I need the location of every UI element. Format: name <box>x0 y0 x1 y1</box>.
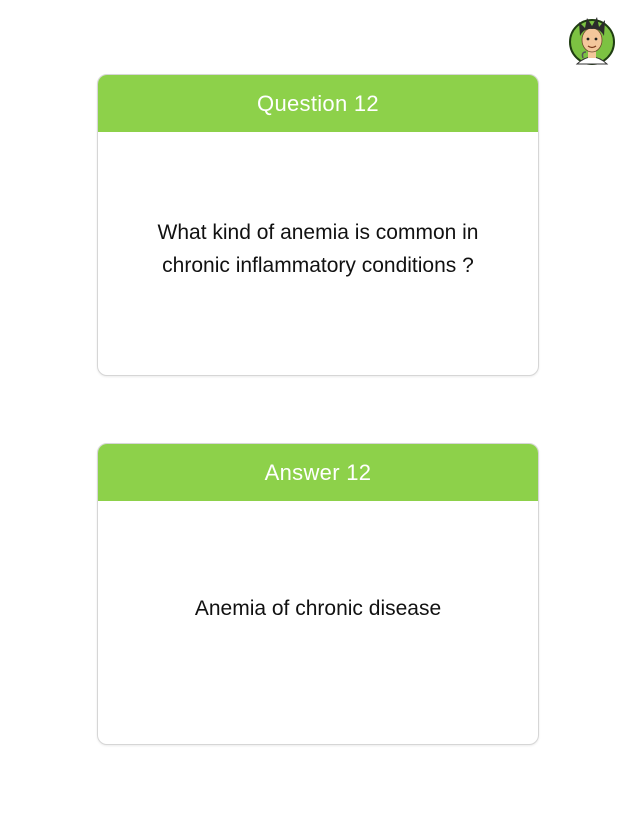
doctor-avatar-icon <box>567 14 617 66</box>
answer-header: Answer 12 <box>98 444 538 501</box>
answer-text: Anemia of chronic disease <box>194 597 442 620</box>
question-text: What kind of anemia is common in chronic inflammatory conditions ? <box>157 220 479 277</box>
question-header: Question 12 <box>98 75 538 132</box>
answer-card <box>97 443 539 745</box>
question-card <box>97 74 539 376</box>
